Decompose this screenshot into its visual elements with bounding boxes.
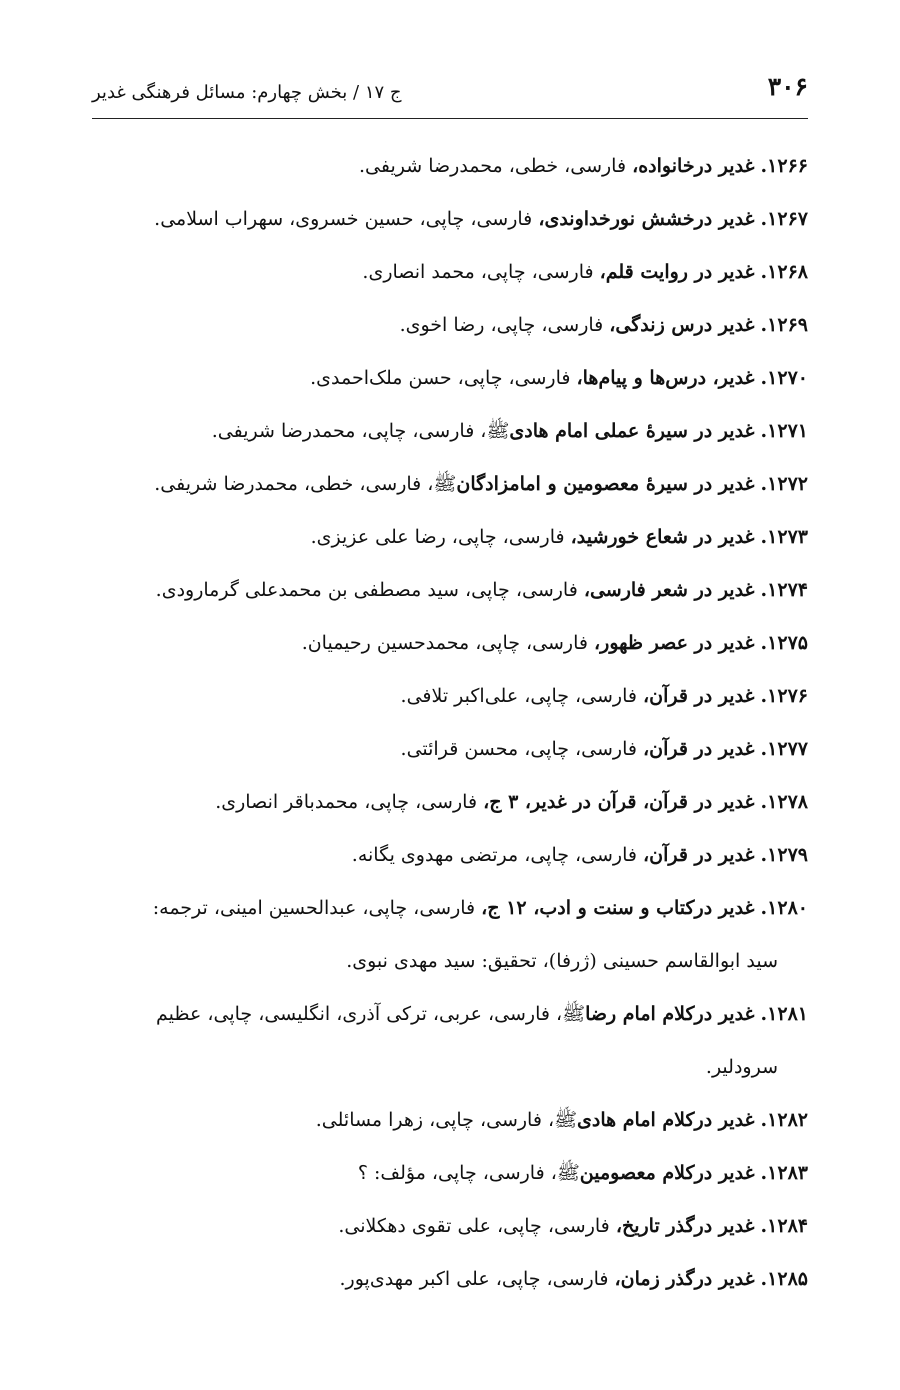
- entry-details: فارسی، چاپی، محمد انصاری.: [362, 261, 600, 283]
- list-item: [92, 352, 808, 405]
- entry-details: فارسی، چاپی، رضا علی عزیزی.: [310, 526, 571, 548]
- entry-number: ۱۲۷۸.: [760, 791, 808, 813]
- page-header: [92, 72, 808, 119]
- entry-details: ﷺ، فارسی، چاپی، مؤلف: ؟: [357, 1162, 580, 1184]
- list-item: [92, 1200, 808, 1253]
- entry-title: غدیر درگذر زمان،: [614, 1268, 755, 1290]
- entry-continuation: سید ابوالقاسم حسینی (ژرفا)، تحقیق: سید مهدی نبوی.: [346, 950, 778, 972]
- list-item: [92, 776, 808, 829]
- entry-number: ۱۲۸۵.: [760, 1268, 808, 1290]
- entry-title: غدیر در روایت قلم،: [599, 261, 755, 283]
- entry-number: ۱۲۸۱.: [760, 1003, 808, 1025]
- entry-list: [92, 140, 808, 1306]
- entry-number: ۱۲۷۱.: [760, 420, 808, 442]
- entry-details: ﷺ، فارسی، عربی، ترکی آذری، انگلیسی، چاپی، عظیم: [156, 1003, 586, 1025]
- page-number: ۳۰۶: [767, 72, 808, 101]
- entry-details: فارسی، چاپی، علی‌اکبر تلافی.: [400, 685, 644, 707]
- list-item: [92, 670, 808, 723]
- entry-title: غدیر، درس‌ها و پیام‌ها،: [576, 367, 755, 389]
- entry-title: غدیر در قرآن،: [643, 685, 755, 707]
- list-item: [92, 299, 808, 352]
- list-item: [92, 988, 808, 1094]
- entry-details: فارسی، خطی، محمدرضا شریفی.: [359, 155, 633, 177]
- entry-details: فارسی، چاپی، محمدحسین رحیمیان.: [301, 632, 595, 654]
- list-item: [92, 882, 808, 988]
- list-item: [92, 829, 808, 882]
- entry-number: ۱۲۶۷.: [760, 208, 808, 230]
- entry-title: غدیر در قرآن،: [643, 738, 755, 760]
- entry-details: فارسی، چاپی، عبدالحسین امینی، ترجمه:: [152, 897, 482, 919]
- entry-details: فارسی، چاپی، محمدباقر انصاری.: [215, 791, 484, 813]
- entry-title: غدیر در قرآن،: [643, 844, 755, 866]
- entry-number: ۱۲۷۳.: [760, 526, 808, 548]
- entry-title: غدیر درخانواده،: [632, 155, 755, 177]
- entry-details: فارسی، چاپی، رضا اخوی.: [399, 314, 610, 336]
- entry-title: غدیر در سیرۀ عملی امام هادی: [509, 420, 755, 442]
- list-item: [92, 1253, 808, 1306]
- list-item: [92, 458, 808, 511]
- entry-details: ﷺ، فارسی، خطی، محمدرضا شریفی.: [154, 473, 457, 495]
- entry-title: غدیر در سیرۀ معصومین و امامزادگان: [456, 473, 755, 495]
- entry-details: فارسی، چاپی، علی تقوی دهکلانی.: [338, 1215, 616, 1237]
- entry-title: غدیر درکلام معصومین: [579, 1162, 755, 1184]
- entry-details: ﷺ، فارسی، چاپی، محمدرضا شریفی.: [211, 420, 510, 442]
- entry-details: فارسی، چاپی، حسین خسروی، سهراب اسلامی.: [154, 208, 539, 230]
- entry-number: ۱۲۶۸.: [760, 261, 808, 283]
- list-item: [92, 140, 808, 193]
- list-item: [92, 405, 808, 458]
- entry-details: فارسی، چاپی، محسن قرائتی.: [400, 738, 644, 760]
- list-item: [92, 511, 808, 564]
- list-item: [92, 1094, 808, 1147]
- entry-number: ۱۲۷۶.: [760, 685, 808, 707]
- entry-number: ۱۲۷۲.: [760, 473, 808, 495]
- entry-title: غدیر درگذر تاریخ،: [615, 1215, 755, 1237]
- entry-title: غدیر درکلام امام رضا: [585, 1003, 755, 1025]
- entry-number: ۱۲۷۷.: [760, 738, 808, 760]
- entry-number: ۱۲۸۲.: [760, 1109, 808, 1131]
- entry-details: فارسی، چاپی، سید مصطفی بن محمدعلی گرمارودی.: [155, 579, 584, 601]
- list-item: [92, 617, 808, 670]
- entry-number: ۱۲۷۴.: [760, 579, 808, 601]
- entry-number: ۱۲۶۶.: [760, 155, 808, 177]
- entry-number: ۱۲۸۳.: [760, 1162, 808, 1184]
- entry-title: غدیر در شعر فارسی،: [583, 579, 755, 601]
- entry-title: غدیر در عصر ظهور،: [594, 632, 755, 654]
- entry-number: ۱۲۷۵.: [760, 632, 808, 654]
- entry-details: ﷺ، فارسی، چاپی، زهرا مسائلی.: [315, 1109, 578, 1131]
- list-item: [92, 1147, 808, 1200]
- entry-continuation: سرودلیر.: [705, 1056, 778, 1078]
- entry-title: غدیر در قرآن، قرآن در غدیر، ۳ ج،: [483, 791, 755, 813]
- entry-number: ۱۲۸۰.: [760, 897, 808, 919]
- entry-title: غدیر درکلام امام هادی: [577, 1109, 755, 1131]
- list-item: [92, 564, 808, 617]
- entry-title: غدیر درخشش نورخداوندی،: [538, 208, 755, 230]
- entry-details: فارسی، چاپی، علی اکبر مهدی‌پور.: [339, 1268, 615, 1290]
- entry-number: ۱۲۷۰.: [760, 367, 808, 389]
- entry-details: فارسی، چاپی، حسن ملک‌احمدی.: [310, 367, 577, 389]
- entry-details: فارسی، چاپی، مرتضی مهدوی یگانه.: [351, 844, 644, 866]
- entry-title: غدیر درس زندگی،: [609, 314, 755, 336]
- entry-number: ۱۲۶۹.: [760, 314, 808, 336]
- entry-title: غدیر در شعاع خورشید،: [570, 526, 755, 548]
- list-item: [92, 723, 808, 776]
- list-item: [92, 246, 808, 299]
- entry-number: ۱۲۷۹.: [760, 844, 808, 866]
- list-item: [92, 193, 808, 246]
- entry-number: ۱۲۸۴.: [760, 1215, 808, 1237]
- running-title: ج ۱۷ / بخش چهارم: مسائل فرهنگی غدیر: [92, 82, 402, 103]
- entry-title: غدیر درکتاب و سنت و ادب، ۱۲ ج،: [481, 897, 755, 919]
